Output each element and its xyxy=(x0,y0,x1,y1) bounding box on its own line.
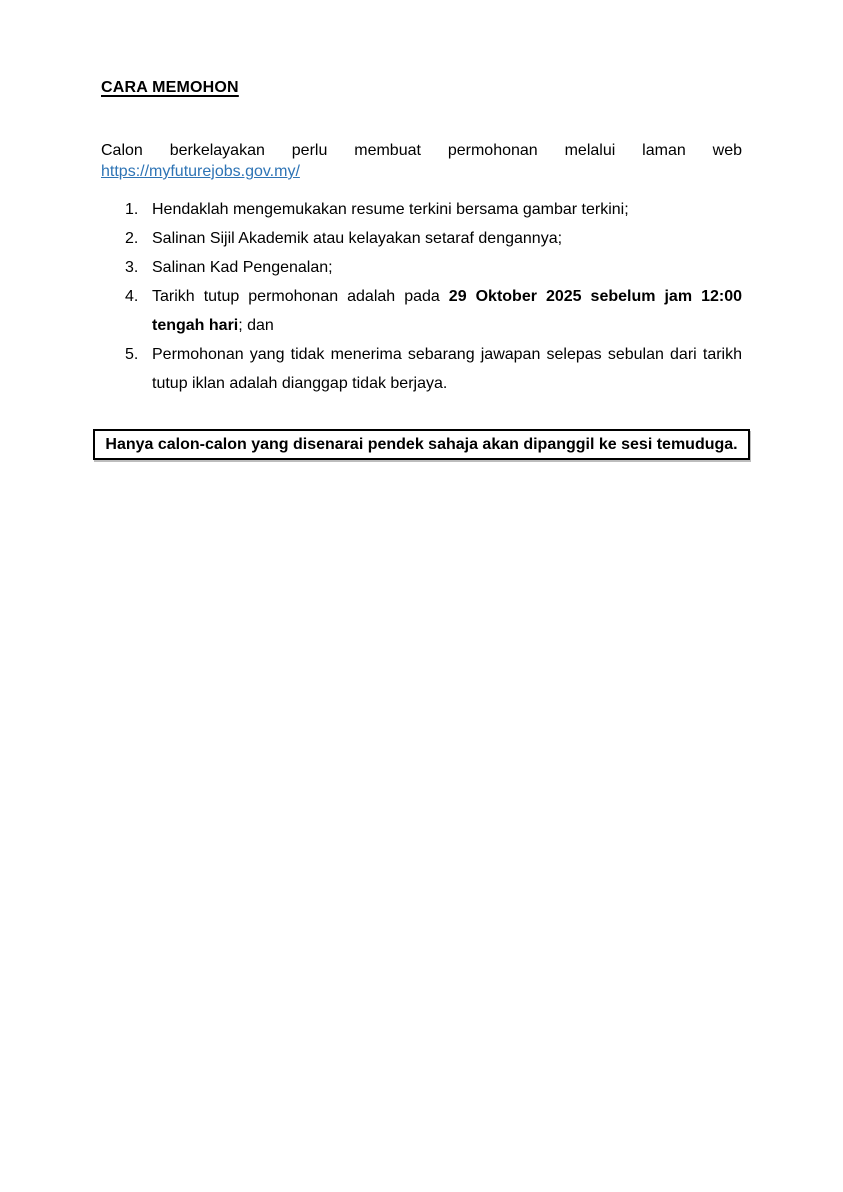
list-item-text: Permohonan yang tidak menerima sebarang jawapan selepas sebulan dari tarikh tutup iklan adalah dianggap tidak berjaya. xyxy=(152,346,742,392)
list-item-text: Salinan Kad Pengenalan; xyxy=(152,259,333,276)
notice-text: Hanya calon-calon yang disenarai pendek sahaja akan dipanggil ke sesi temuduga. xyxy=(105,435,738,453)
list-item xyxy=(101,253,742,282)
list-item-number: 4. xyxy=(125,288,139,305)
list-item-number: 2. xyxy=(125,230,139,247)
document-content xyxy=(101,0,742,460)
page-title: CARA MEMOHON xyxy=(101,79,239,96)
list-item-text: Hendaklah mengemukakan resume terkini bersama gambar terkini; xyxy=(152,201,629,218)
list-item xyxy=(101,195,742,224)
myfuturejobs-link[interactable]: https://myfuturejobs.gov.my/ xyxy=(101,163,300,180)
list-item-text: Salinan Sijil Akademik atau kelayakan setaraf dengannya; xyxy=(152,230,563,247)
list-item xyxy=(101,282,742,340)
list-item xyxy=(101,224,742,253)
list-item-text-bold: 29 Oktober 2025 sebelum jam 12:00 tengah hari xyxy=(152,288,742,334)
list-item-text-after: ; dan xyxy=(238,317,274,334)
intro-text: Calon berkelayakan perlu membuat permohonan melalui laman web xyxy=(101,142,742,159)
list-item-text-before: Tarikh tutup permohonan adalah pada xyxy=(152,288,449,305)
notice-box xyxy=(93,429,750,460)
application-requirements-list xyxy=(101,195,742,398)
intro-paragraph xyxy=(101,140,742,182)
list-item-number: 1. xyxy=(125,201,139,218)
list-item xyxy=(101,340,742,398)
list-item-number: 3. xyxy=(125,259,139,276)
list-item-number: 5. xyxy=(125,346,139,363)
